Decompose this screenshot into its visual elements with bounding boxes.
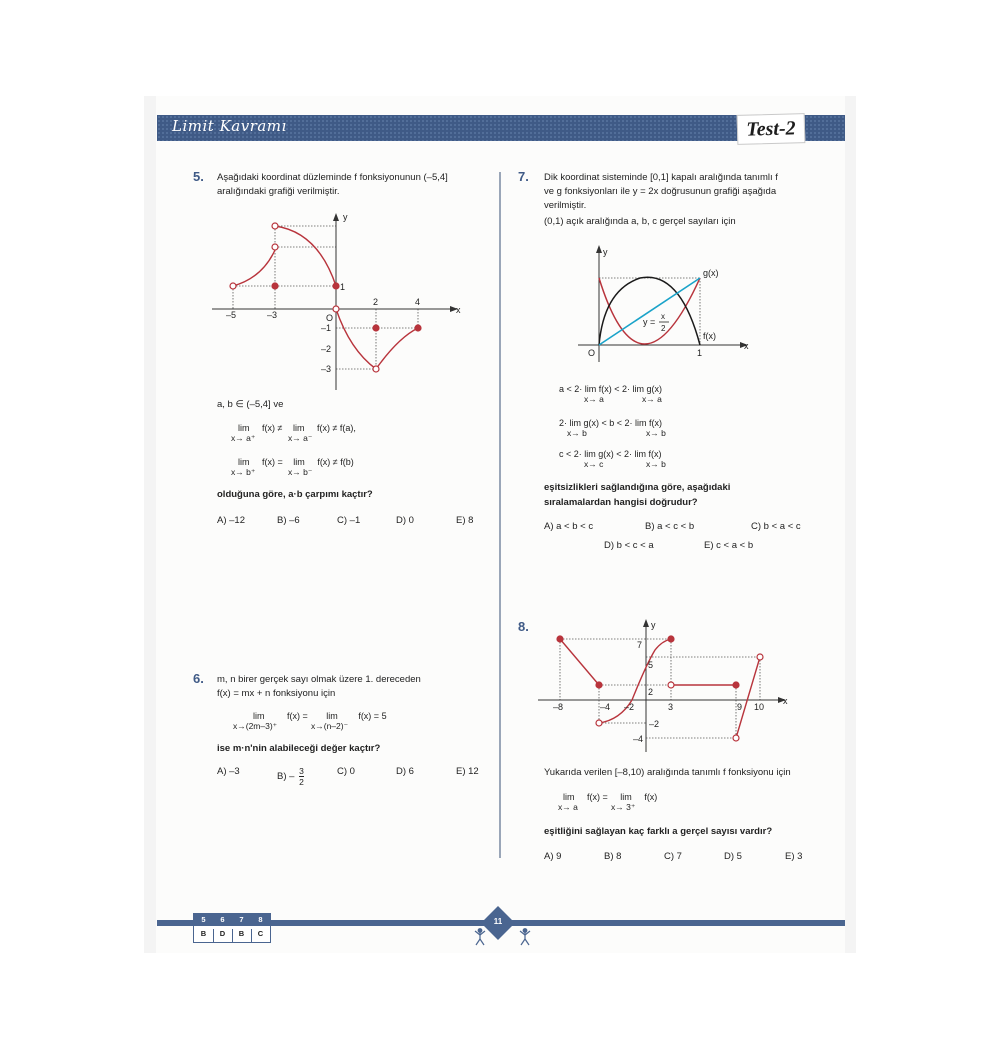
- question-8-option-c[interactable]: C) 7: [664, 851, 682, 862]
- question-7-option-e[interactable]: E) c < a < b: [704, 540, 754, 551]
- question-8-text: Yukarıda verilen [–8,10) aralığında tanımlı f fonksiyonu için: [544, 767, 791, 778]
- svg-text:9: 9: [737, 702, 743, 712]
- question-8-prompt: eşitliğini sağlayan kaç farklı a gerçel sayısı vardır?: [544, 826, 773, 837]
- answer-key-number: 6: [220, 915, 225, 924]
- svg-text:y: y: [343, 212, 348, 222]
- question-8-number: 8.: [518, 619, 529, 634]
- svg-text:y: y: [651, 620, 656, 630]
- svg-text:4: 4: [415, 297, 421, 307]
- svg-text:g(x): g(x): [703, 268, 719, 278]
- svg-text:y: y: [603, 247, 608, 257]
- question-7-intro-1: Dik koordinat sisteminde [0,1] kapalı aralığında tanımlı f: [544, 172, 778, 183]
- question-5-intro-2: aralığındaki grafiği verilmiştir.: [217, 186, 340, 197]
- svg-text:–8: –8: [553, 702, 564, 712]
- question-5-option-a[interactable]: A) –12: [217, 515, 245, 526]
- question-8-graph: [535, 615, 795, 755]
- question-5-option-e[interactable]: E) 8: [456, 515, 474, 526]
- svg-text:3: 3: [668, 702, 674, 712]
- answer-key-answer: C: [257, 929, 264, 938]
- svg-text:–3: –3: [267, 310, 278, 320]
- svg-text:2: 2: [648, 687, 654, 697]
- question-7-option-d[interactable]: D) b < c < a: [604, 540, 654, 551]
- question-5-graph: [205, 205, 470, 395]
- question-5-condition-1: lim x→ a⁺ f(x) ≠ lim x→ a⁻ f(x) ≠ f(a),: [231, 423, 356, 443]
- svg-text:f(x): f(x): [703, 331, 716, 341]
- answer-key-number: 5: [201, 915, 206, 924]
- svg-text:x: x: [456, 305, 461, 315]
- section-title: Limit Kavramı: [172, 117, 287, 135]
- svg-text:10: 10: [754, 702, 765, 712]
- stick-figure-icon: [474, 928, 486, 946]
- svg-text:1: 1: [697, 348, 703, 358]
- question-6-option-c[interactable]: C) 0: [337, 766, 355, 777]
- answer-key-number: 8: [258, 915, 263, 924]
- question-6-number: 6.: [193, 671, 204, 686]
- question-7-prompt-1: eşitsizlikleri sağlandığına göre, aşağıdaki: [544, 482, 731, 493]
- svg-text:2: 2: [661, 324, 666, 333]
- svg-text:–4: –4: [633, 734, 644, 744]
- column-divider: [499, 172, 501, 858]
- question-7-intro-3: verilmiştir.: [544, 200, 587, 211]
- question-6-option-a[interactable]: A) –3: [217, 766, 240, 777]
- answer-key-answer: B: [194, 929, 214, 942]
- question-5-prompt: olduğuna göre, a·b çarpımı kaçtır?: [217, 489, 373, 500]
- question-7-inequality-1: a < 2· lim f(x) < 2· lim g(x) x→ a x→ a: [559, 384, 663, 404]
- question-5-condition-2: lim x→ b⁺ f(x) = lim x→ b⁻ f(x) ≠ f(b): [231, 457, 354, 477]
- test-label: Test-2: [737, 113, 806, 145]
- question-5-number: 5.: [193, 169, 204, 184]
- question-8-option-e[interactable]: E) 3: [785, 851, 803, 862]
- svg-text:y =: y =: [643, 317, 656, 327]
- svg-text:–1: –1: [321, 323, 332, 333]
- question-7-graph: [570, 240, 760, 365]
- svg-text:x: x: [744, 341, 749, 351]
- question-7-inequality-3: c < 2· lim g(x) < 2· lim f(x) x→ c x→ b: [559, 449, 666, 469]
- question-8-option-b[interactable]: B) 8: [604, 851, 622, 862]
- svg-text:O: O: [326, 313, 334, 323]
- question-5-option-d[interactable]: D) 0: [396, 515, 414, 526]
- question-5-condition-intro: a, b ∈ (–5,4] ve: [217, 399, 284, 410]
- svg-text:7: 7: [637, 640, 643, 650]
- svg-text:x: x: [783, 696, 788, 706]
- question-5-option-c[interactable]: C) –1: [337, 515, 361, 526]
- question-5-option-b[interactable]: B) –6: [277, 515, 300, 526]
- answer-key-answer: D: [213, 929, 233, 942]
- svg-text:–2: –2: [649, 719, 660, 729]
- svg-text:5: 5: [648, 660, 654, 670]
- question-7-prompt-2: sıralamalardan hangisi doğrudur?: [544, 497, 698, 508]
- answer-key-box: [193, 913, 271, 943]
- svg-text:–2: –2: [321, 344, 332, 354]
- question-5-intro-1: Aşağıdaki koordinat düzleminde f fonksiyonunun (–5,4]: [217, 172, 448, 183]
- svg-text:–2: –2: [624, 702, 635, 712]
- question-7-number: 7.: [518, 169, 529, 184]
- question-6-limit-equation: lim x→(2m–3)⁺ f(x) = lim x→(n–2)⁻ f(x) = 5: [233, 711, 387, 731]
- svg-text:–4: –4: [600, 702, 611, 712]
- page-number: 11: [493, 917, 503, 926]
- svg-text:–5: –5: [226, 310, 237, 320]
- svg-text:O: O: [588, 348, 596, 358]
- question-6-intro-1: m, n birer gerçek sayı olmak üzere 1. dereceden: [217, 674, 421, 685]
- stick-figure-icon: [519, 928, 531, 946]
- svg-text:1: 1: [340, 282, 346, 292]
- question-7-intro-4: (0,1) açık aralığında a, b, c gerçel sayıları için: [544, 216, 736, 227]
- svg-text:2: 2: [373, 297, 379, 307]
- question-7-option-b[interactable]: B) a < c < b: [645, 521, 695, 532]
- question-7-option-a[interactable]: A) a < b < c: [544, 521, 594, 532]
- question-7-intro-2: ve g fonksiyonları ile y = 2x doğrusunun grafiği aşağıda: [544, 186, 777, 197]
- question-7-inequality-2: 2· lim g(x) < b < 2· lim f(x) x→ b x→ b: [559, 418, 666, 438]
- answer-key-answer: B: [232, 929, 252, 942]
- question-6-option-d[interactable]: D) 6: [396, 766, 414, 777]
- question-6-prompt: ise m·n'nin alabileceği değer kaçtır?: [217, 743, 381, 754]
- question-7-option-c[interactable]: C) b < a < c: [751, 521, 801, 532]
- question-6-intro-2: f(x) = mx + n fonksiyonu için: [217, 688, 336, 699]
- answer-key-number: 7: [239, 915, 244, 924]
- svg-text:–3: –3: [321, 364, 332, 374]
- svg-text:x: x: [661, 312, 665, 321]
- question-8-limit-equation: lim x→ a f(x) = lim x→ 3⁺ f(x): [558, 792, 658, 812]
- question-6-option-b[interactable]: B) – $\frac{3}{2}$: [277, 766, 304, 787]
- question-8-option-a[interactable]: A) 9: [544, 851, 562, 862]
- question-8-option-d[interactable]: D) 5: [724, 851, 742, 862]
- question-6-option-e[interactable]: E) 12: [456, 766, 479, 777]
